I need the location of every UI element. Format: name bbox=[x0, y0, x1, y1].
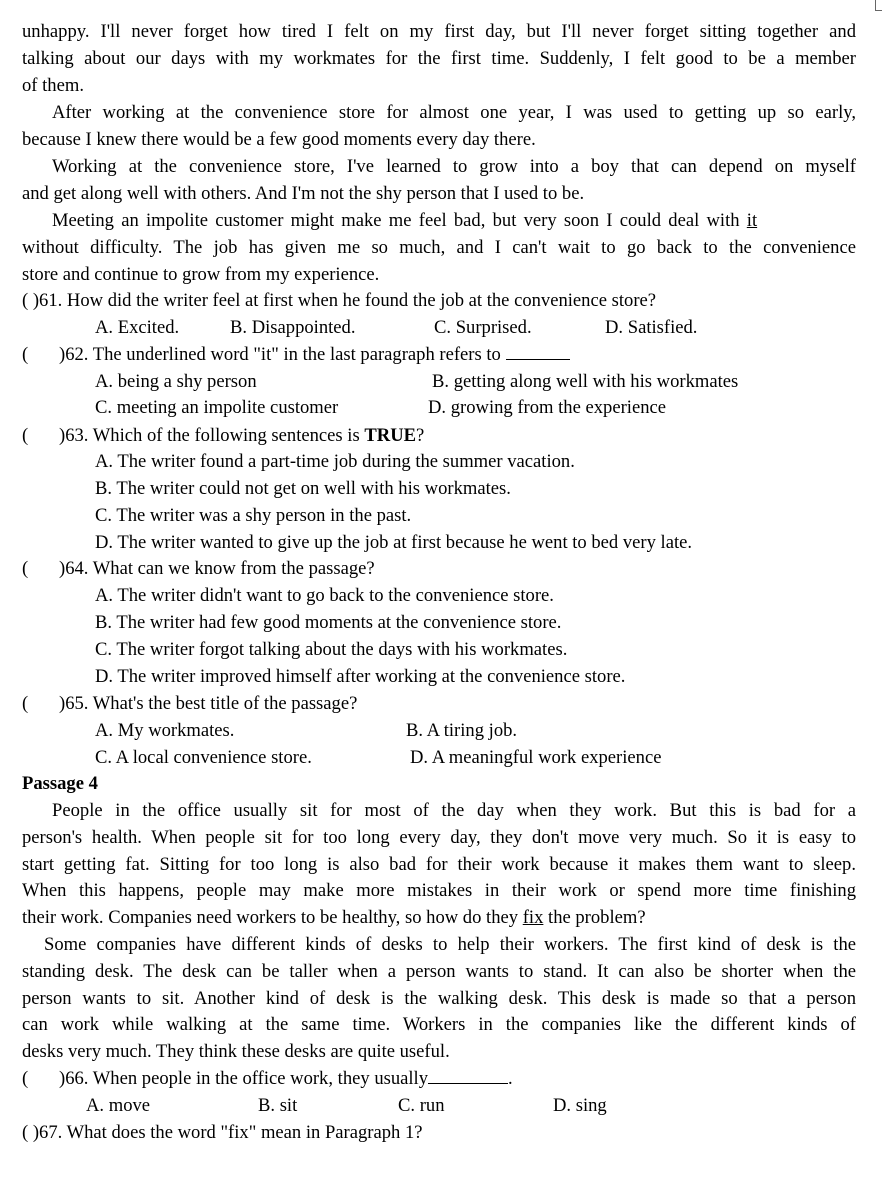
question-62-option-d: D. growing from the experience bbox=[428, 397, 667, 418]
question-64-option-b: B. The writer had few good moments at the convenience store. bbox=[95, 612, 562, 633]
passage-line: unhappy. I'll never forget how tired I felt on my first day, but I'll never forget sitting together and bbox=[22, 21, 856, 42]
question-64-option-d: D. The writer improved himself after working at the convenience store. bbox=[95, 666, 626, 687]
section-heading: Passage 4 bbox=[22, 773, 98, 794]
question-65-option-a: A. My workmates. bbox=[95, 720, 235, 741]
question-66-option-d: D. sing bbox=[553, 1095, 607, 1116]
passage-line: standing desk. The desk can be taller when a person wants to stand. It can also be shorter when the bbox=[22, 961, 856, 982]
question-67-stem: ( )67. What does the word "fix" mean in Paragraph 1? bbox=[22, 1122, 423, 1143]
question-61-option-a: A. Excited. bbox=[95, 317, 180, 338]
passage-line: start getting fat. Sitting for too long is also bad for their work because it makes them want to sleep. bbox=[22, 854, 856, 875]
passage-line: person's health. When people sit for too long every day, they don't move very much. So it is easy to bbox=[22, 827, 856, 848]
passage-line: and get along well with others. And I'm not the shy person that I used to be. bbox=[22, 183, 585, 204]
question-63-option-b: B. The writer could not get on well with his workmates. bbox=[95, 478, 511, 499]
question-63-stem bbox=[59, 422, 424, 449]
answer-blank bbox=[506, 341, 570, 360]
question-63-option-d: D. The writer wanted to give up the job at first because he went to bed very late. bbox=[95, 532, 693, 553]
passage-line bbox=[22, 904, 856, 931]
underlined-word-fix: fix bbox=[522, 907, 544, 928]
question-63-text-end: ? bbox=[416, 425, 425, 446]
question-62-option-c: C. meeting an impolite customer bbox=[95, 397, 339, 418]
passage-line: Working at the convenience store, I've learned to grow into a boy that can depend on myself bbox=[52, 156, 856, 177]
question-66-option-c: C. run bbox=[398, 1095, 445, 1116]
page-corner-mark bbox=[875, 0, 882, 11]
question-66-paren: ( bbox=[22, 1068, 29, 1089]
question-61-option-c: C. Surprised. bbox=[434, 317, 532, 338]
passage-line: After working at the convenience store for almost one year, I was used to getting up so early, bbox=[52, 102, 856, 123]
passage-line: desks very much. They think these desks are quite useful. bbox=[22, 1041, 450, 1062]
question-65-option-d: D. A meaningful work experience bbox=[410, 747, 662, 768]
question-65-option-b: B. A tiring job. bbox=[406, 720, 518, 741]
question-66-text: )66. When people in the office work, they usually bbox=[59, 1068, 429, 1089]
answer-blank bbox=[428, 1065, 508, 1084]
question-63-paren: ( bbox=[22, 425, 29, 446]
question-65-paren: ( bbox=[22, 693, 29, 714]
question-64-paren: ( bbox=[22, 558, 29, 579]
passage-line bbox=[52, 207, 856, 234]
question-64-stem: )64. What can we know from the passage? bbox=[59, 558, 375, 579]
question-62-text: )62. The underlined word "it" in the last paragraph refers to bbox=[59, 344, 501, 365]
passage-text: their work. Companies need workers to be healthy, so how do they bbox=[22, 907, 523, 928]
passage-line: talking about our days with my workmates for the first time. Suddenly, I felt good to be a member bbox=[22, 48, 856, 69]
question-61-stem: ( )61. How did the writer feel at first when he found the job at the convenience store? bbox=[22, 290, 657, 311]
question-63-text: )63. Which of the following sentences is bbox=[59, 425, 365, 446]
question-66-end: . bbox=[508, 1068, 513, 1089]
question-62-paren: ( bbox=[22, 344, 29, 365]
passage-line: Some companies have different kinds of desks to help their workers. The first kind of desk is the bbox=[44, 934, 856, 955]
question-65-option-c: C. A local convenience store. bbox=[95, 747, 312, 768]
question-65-stem: )65. What's the best title of the passage? bbox=[59, 693, 358, 714]
question-66-option-b: B. sit bbox=[258, 1095, 298, 1116]
question-62-option-a: A. being a shy person bbox=[95, 371, 257, 392]
question-61-option-d: D. Satisfied. bbox=[605, 317, 698, 338]
passage-line: person wants to sit. Another kind of desk is the walking desk. This desk is made so that a person bbox=[22, 988, 856, 1009]
passage-text: the problem? bbox=[543, 907, 646, 928]
question-62-option-b: B. getting along well with his workmates bbox=[432, 371, 739, 392]
question-63-option-c: C. The writer was a shy person in the past. bbox=[95, 505, 412, 526]
passage-line: store and continue to grow from my experience. bbox=[22, 264, 380, 285]
question-61-option-b: B. Disappointed. bbox=[230, 317, 356, 338]
passage-line: can work while walking at the same time. Workers in the companies like the different kinds of bbox=[22, 1014, 856, 1035]
passage-line: When this happens, people may make more mistakes in their work or spend more time finishing bbox=[22, 880, 856, 901]
question-63-option-a: A. The writer found a part-time job during the summer vacation. bbox=[95, 451, 575, 472]
question-66-option-a: A. move bbox=[86, 1095, 151, 1116]
passage-line: People in the office usually sit for most of the day when they work. But this is bad for a bbox=[52, 800, 856, 821]
question-64-option-c: C. The writer forgot talking about the days with his workmates. bbox=[95, 639, 568, 660]
question-62-stem bbox=[59, 341, 570, 368]
passage-line: of them. bbox=[22, 75, 84, 96]
passage-text: Meeting an impolite customer might make me feel bad, but very soon I could deal with bbox=[52, 210, 747, 231]
underlined-word-it: it bbox=[746, 210, 758, 231]
question-63-emphasis: TRUE bbox=[364, 425, 417, 446]
passage-line: without difficulty. The job has given me so much, and I can't wait to go back to the convenience bbox=[22, 237, 856, 258]
question-64-option-a: A. The writer didn't want to go back to the convenience store. bbox=[95, 585, 554, 606]
passage-line: because I knew there would be a few good moments every day there. bbox=[22, 129, 536, 150]
question-66-stem bbox=[59, 1065, 513, 1092]
